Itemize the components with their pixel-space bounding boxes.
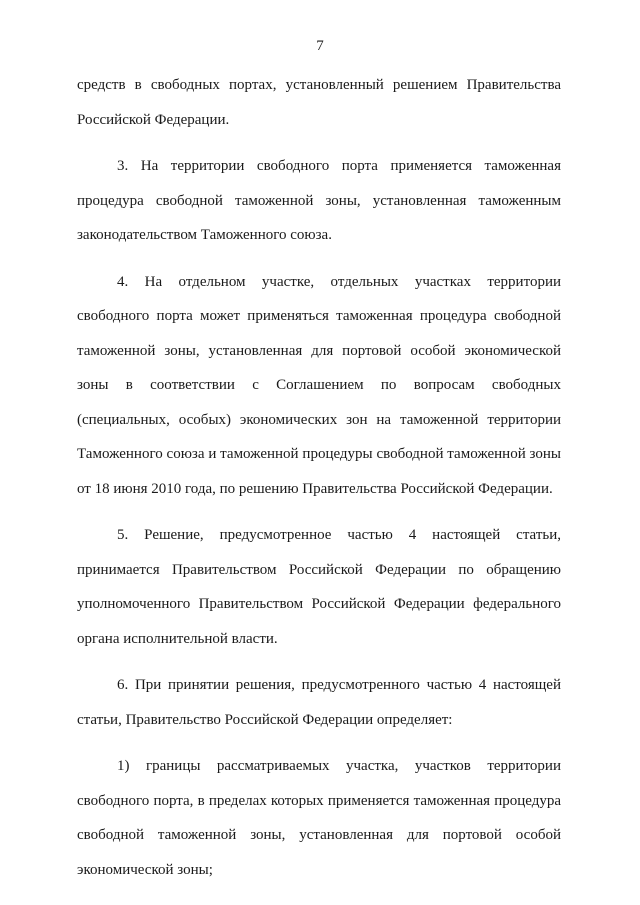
paragraph-6-item-1: 1) границы рассматриваемых участка, участков территории свободного порта, в пределах которых применяется таможенная процедура свободной таможенной зоны, установленная для портовой особой экономической зоны; bbox=[77, 758, 561, 878]
paragraph-5: 5. Решение, предусмотренное частью 4 настоящей статьи, принимается Правительством Российской Федерации по обращению уполномоченного Правительством Российской Федерации федерального органа исполнительной власти. bbox=[77, 527, 561, 647]
paragraph-3: 3. На территории свободного порта применяется таможенная процедура свободной таможенной зоны, установленная таможенным законодательством Таможенного союза. bbox=[77, 158, 561, 243]
paragraph-6: 6. При принятии решения, предусмотренного частью 4 настоящей статьи, Правительство Российской Федерации определяет: bbox=[77, 677, 561, 728]
document-body bbox=[77, 68, 561, 899]
paragraph-continuation: средств в свободных портах, установленный решением Правительства Российской Федерации. bbox=[77, 77, 561, 128]
page-number: 7 bbox=[316, 38, 324, 54]
paragraph-4: 4. На отдельном участке, отдельных участках территории свободного порта может применяться таможенная процедура свободной таможенной зоны, установленная для портовой особой экономической зоны в соответствии с Соглашением по вопросам свободных (специальных, особых) экономических зон на таможенной территории Таможенного союза и таможенной процедуры свободной таможенной зоны от 18 июня 2010 года, по решению Правительства Российской Федерации. bbox=[77, 273, 561, 497]
